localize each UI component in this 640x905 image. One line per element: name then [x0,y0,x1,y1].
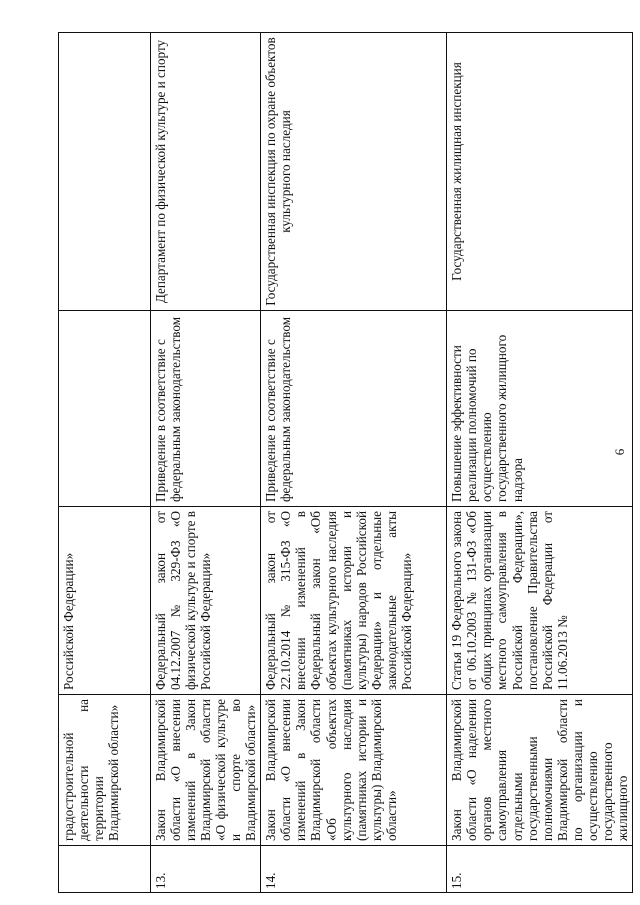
page-number-text: 6 [612,448,627,456]
table-row [151,33,261,893]
responsible-body-cell: Департамент по физической культуре и спорту [151,33,261,311]
regional-law-cell: Закон Владимирской области «О внесении изменений в Закон Владимирской области «Об объектах культурного наследия (памятниках истории и культуры) Владимирской области» [261,695,447,846]
federal-basis-cell: Статья 19 Федерального закона от 06.10.2003 № 131-ФЗ «Об общих принципах организации местного самоуправления в Российской Федерации», постановление Правительства Российской Федерации от 11.06.2013 № [447,507,633,695]
goal-cell: Приведение в соответствие с федеральным законодательством [261,311,447,507]
responsible-body-cell [59,33,151,311]
row-number: 14. [261,846,447,893]
responsible-body-cell: Государственная жилищная инспекция [447,33,633,311]
goal-cell [59,311,151,507]
row-number: 15. [447,846,633,893]
table-row [447,33,633,893]
regional-law-cell: Закон Владимирской области «О внесении изменений в Закон Владимирской области «О физической культуре и спорте во Владимирской области» [151,695,261,846]
table-row [59,33,151,893]
row-number: 13. [151,846,261,893]
goal-cell: Повышение эффективности реализации полномочий по осуществлению государственного жилищного надзора [447,311,633,507]
federal-basis-cell: Российской Федерации» [59,507,151,695]
goal-cell: Приведение в соответствие с федеральным законодательством [151,311,261,507]
row-number [59,846,151,893]
legislation-table-container [58,33,630,893]
regional-law-cell: градостроительной деятельности на территории Владимирской области» [59,695,151,846]
table-row [261,33,447,893]
legislation-table [58,32,633,893]
federal-basis-cell: Федеральный закон от 04.12.2007 № 329-ФЗ «О физической культуре и спорте в Российской Федерации» [151,507,261,695]
federal-basis-cell: Федеральный закон от 22.10.2014 № 315-ФЗ «О внесении изменений в Федеральный закон «Об объектах культурного наследия (памятниках истории и культуры) народов Российской Федерации» и отдельные законодательные акты Российской Федерации» [261,507,447,695]
responsible-body-cell: Государственная инспекция по охране объектов культурного наследия [261,33,447,311]
regional-law-cell: Закон Владимирской области «О наделении органов местного самоуправления отдельными государственными полномочиями Владимирской области по организации и осуществлению государственного жилищного [447,695,633,846]
